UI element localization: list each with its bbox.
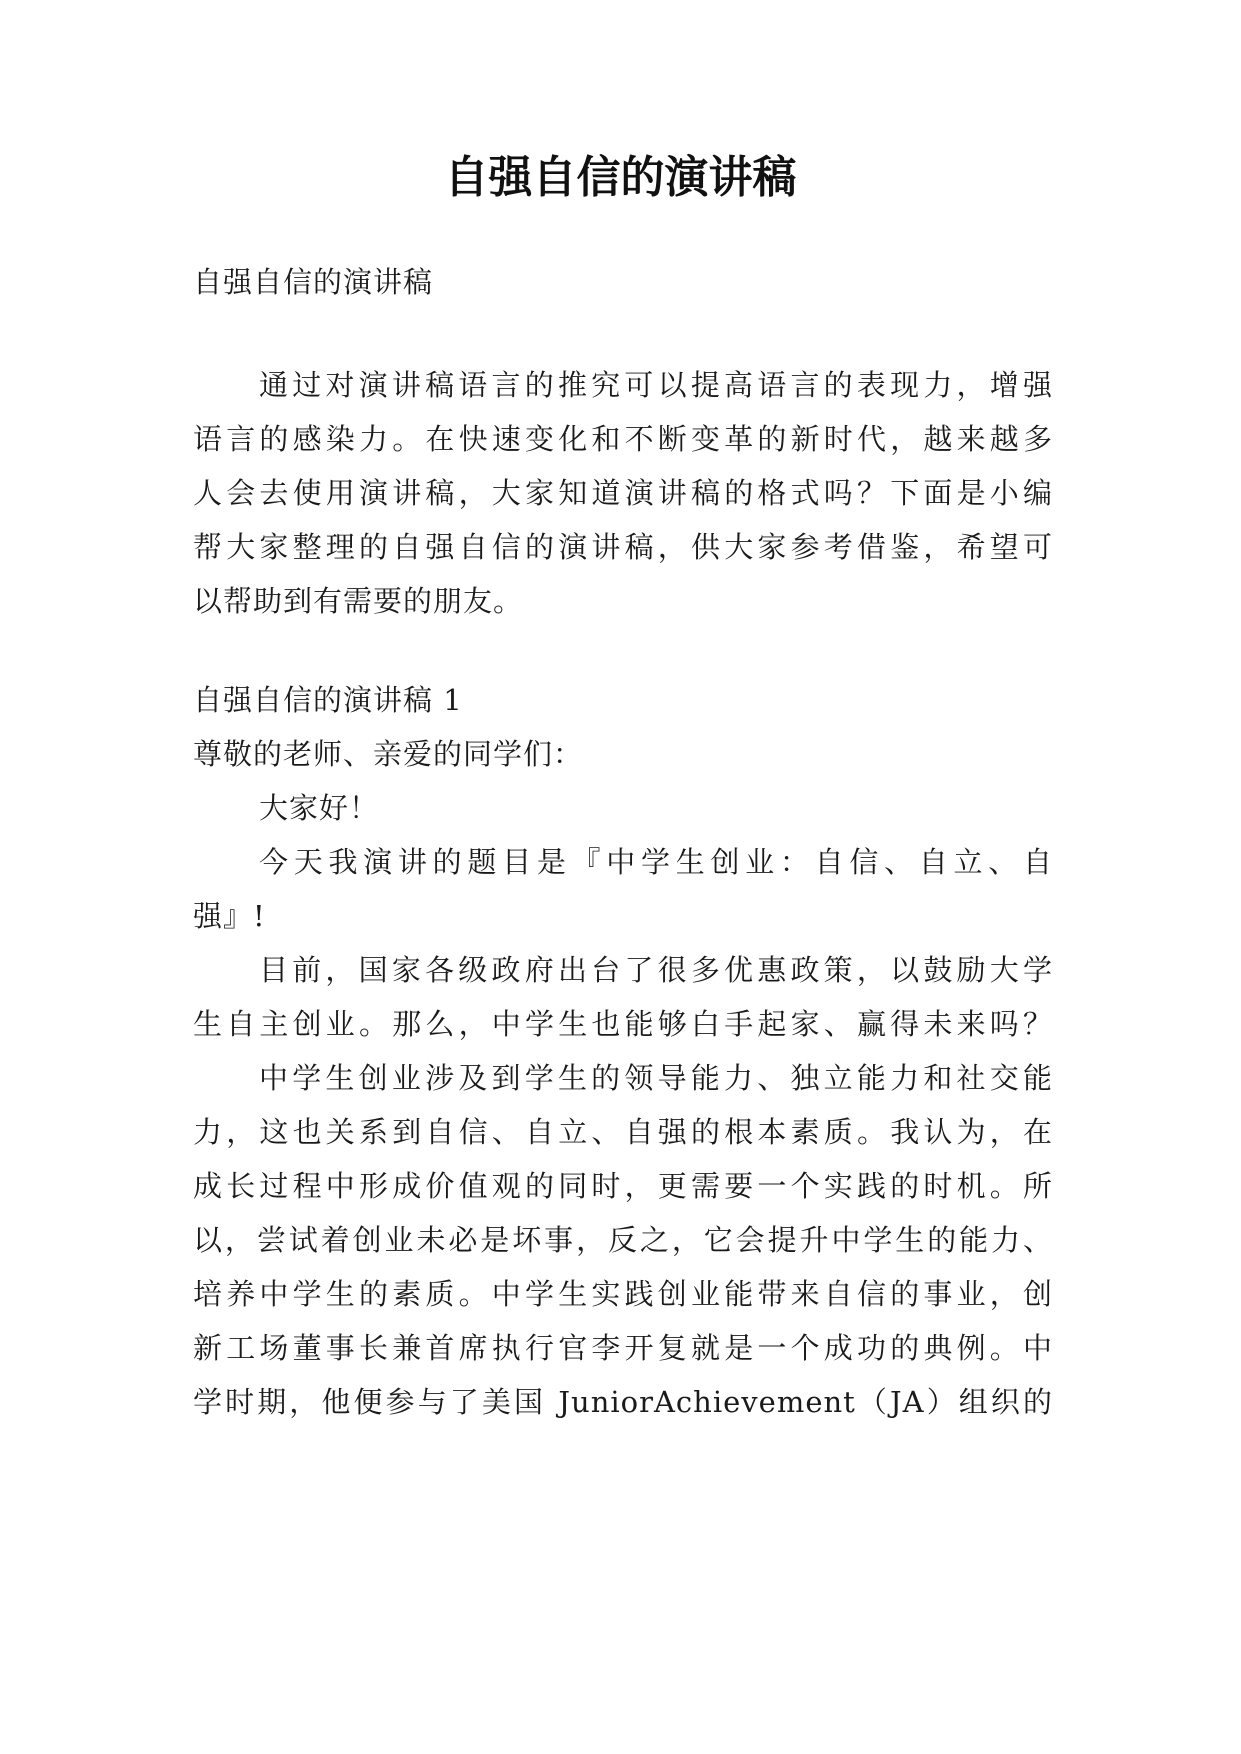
intro-line: 语言的感染力。在快速变化和不断变革的新时代，越来越多 (193, 422, 1053, 456)
paragraph-line: 力，这也关系到自信、自立、自强的根本素质。我认为，在 (193, 1115, 1053, 1149)
paragraph-line: 新工场董事长兼首席执行官李开复就是一个成功的典例。中 (193, 1331, 1053, 1365)
subtitle-block (193, 262, 1053, 302)
salutation: 尊敬的老师、亲爱的同学们： (193, 737, 584, 771)
greeting: 大家好！ (259, 791, 380, 825)
document-title: 自强自信的演讲稿 (444, 152, 797, 203)
paragraph-line: 以，尝试着创业未必是坏事，反之，它会提升中学生的能力、 (193, 1223, 1053, 1257)
intro-line: 人会去使用演讲稿，大家知道演讲稿的格式吗？下面是小编 (193, 476, 1053, 510)
paragraph-line: 生自主创业。那么，中学生也能够白手起家、赢得未来吗？ (193, 1007, 1053, 1041)
paragraph-line: 成长过程中形成价值观的同时，更需要一个实践的时机。所 (193, 1169, 1053, 1203)
paragraph-line: 培养中学生的素质。中学生实践创业能带来自信的事业，创 (193, 1277, 1053, 1311)
paragraph-line: 目前，国家各级政府出台了很多优惠政策，以鼓励大学 (259, 953, 1053, 987)
speech-section (193, 680, 1053, 1422)
intro-line: 以帮助到有需要的朋友。 (193, 584, 524, 618)
intro-line: 通过对演讲稿语言的推究可以提高语言的表现力，增强 (259, 368, 1053, 402)
section-heading: 自强自信的演讲稿 1 (193, 683, 463, 717)
topic-line: 强』! (193, 899, 266, 933)
paragraph-line: 中学生创业涉及到学生的领导能力、独立能力和社交能 (259, 1061, 1053, 1095)
document-subtitle: 自强自信的演讲稿 (193, 265, 434, 299)
paragraph-line: 学时期，他便参与了美国 JuniorAchievement（JA）组织的 (193, 1385, 1053, 1419)
topic-line: 今天我演讲的题目是『中学生创业：自信、自立、自 (259, 845, 1053, 879)
intro-paragraph (193, 365, 1053, 621)
intro-line: 帮大家整理的自强自信的演讲稿，供大家参考借鉴，希望可 (193, 530, 1053, 564)
